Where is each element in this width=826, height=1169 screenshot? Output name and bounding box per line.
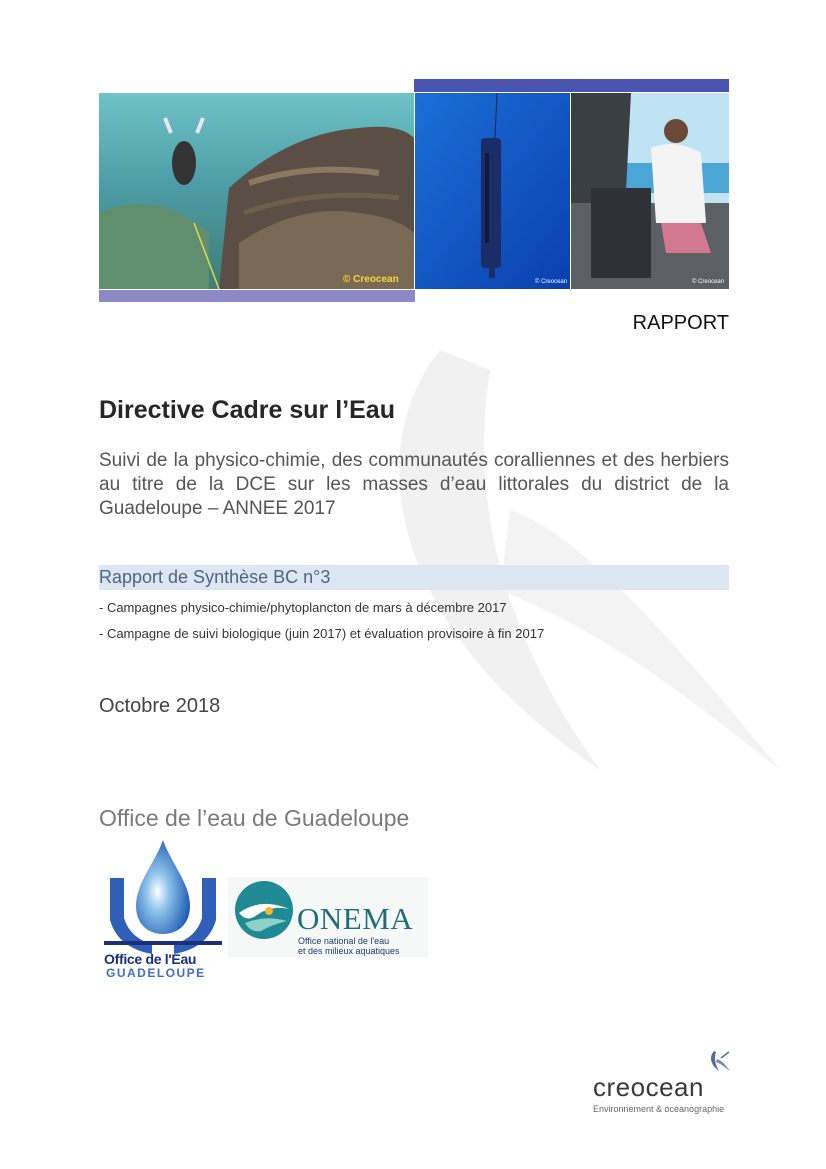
header-accent-bar-bottom: [99, 290, 415, 302]
client-name: Office de l’eau de Guadeloupe: [99, 805, 410, 831]
onema-logo-text: ONEMA: [297, 901, 414, 936]
creocean-logo-icon: [705, 1050, 731, 1072]
document-subtitle: Suivi de la physico-chimie, des communautés coralliennes et des herbiers au titre de la DCE sur les masses d’eau littorales du district de la Guadeloupe – ANNEE 2017: [99, 450, 729, 519]
creocean-logo-tagline: Environnement & océanographie: [593, 1104, 725, 1114]
report-label: Rapport de Synthèse BC n°3: [99, 567, 331, 587]
boat-sampling-photo: [571, 93, 729, 289]
onema-swirl-icon: [231, 879, 297, 941]
office-eau-logo-text: Office de l'Eau: [104, 951, 197, 967]
document-type-label: RAPPORT: [632, 312, 729, 334]
photo-credit: © Creocean: [343, 274, 399, 285]
office-eau-logo-subtext: GUADELOUPE: [106, 966, 206, 980]
header-accent-bar-top: [414, 79, 729, 92]
onema-logo-tagline: et des milieux aquatiques: [298, 946, 400, 956]
creocean-logo-text: creocean: [593, 1072, 704, 1102]
photo-credit: © Creocean: [692, 279, 725, 285]
document-title: Directive Cadre sur l’Eau: [99, 396, 395, 424]
photo-credit: © Creocean: [535, 279, 568, 285]
campaign-item: - Campagnes physico-chimie/phytoplancton de mars à décembre 2017: [99, 600, 507, 615]
diver-coral-photo: [99, 93, 414, 289]
probe-underwater-photo: [415, 93, 570, 289]
campaign-item: - Campagne de suivi biologique (juin 2017) et évaluation provisoire à fin 2017: [99, 626, 545, 641]
onema-logo-tagline: Office national de l'eau: [298, 936, 390, 946]
document-date: Octobre 2018: [99, 695, 221, 717]
